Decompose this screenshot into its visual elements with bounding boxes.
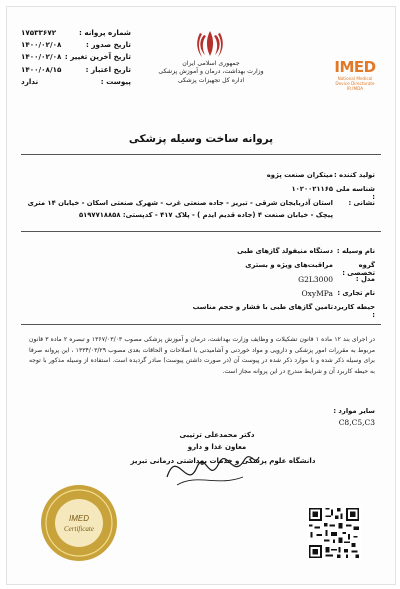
field-row [27,261,375,275]
divider [21,154,381,155]
signatory [157,429,277,453]
seal-word: Certificate [64,525,94,533]
field-row [27,199,375,211]
field-label: نام وسیله : [336,247,375,255]
field-value: میتکران صنعت پژوه [266,171,333,179]
meta-row [21,64,131,76]
signatory-name: دکتر محمدعلی ترتیبی [179,431,255,439]
field-value: G2L3000 [298,275,333,284]
meta-row [21,51,131,63]
field-row [27,247,375,261]
gov-line: اداره کل تجهیزات پزشکی [177,76,245,84]
certificate-seal-icon [39,483,119,563]
field-value: مراقبت‌های ویژه و بستری [245,261,333,269]
field-row [27,211,375,223]
signatory-role: معاون غذا و دارو [187,443,247,451]
legal-text: در اجرای بند ۱۲ ماده ۱ قانون تشکیلات و وظایف وزارت بهداشت، درمان و آموزش پزشکی مصوب ۱۳۶۷/۰۳/۰۳ و تبصره ۲ ماده ۳ قانون مربوط به مقررات امور پزشکی و دارویی و مواد خوردنی و آشامیدنی با اصلاحات و الحاقات بعدی مصوب ۱۳۳۴/۰۳/۲۹ ، این پروانه صرفا برای وسیله ذکر شده و با موارد ذکر شده در پیوست آن (در صورت داشتن پیوست) صادر گردیده است. استفاده از وسیله مذکور با توجه به حیطه کاربرد آن و شرایط مندرج در این پروانه مجاز است. [29,336,375,375]
issuing-university: دانشگاه علوم پزشکی و خدمات بهداشتی درمانی تبریز [130,457,316,465]
meta-value: ندارد [21,76,39,86]
gov-line: جمهوری اسلامی ایران [182,60,240,67]
meta-row [21,27,131,39]
meta-label: تاریخ اعتبار : [85,64,131,74]
divider [21,324,381,325]
field-value: تامین گازهای طبی با فشار و حجم مناسب [192,303,333,311]
field-value: OxyMPa [301,289,333,298]
imed-sub: National Medical [337,76,373,81]
meta-label: تاریخ آخرین تغییر : [64,52,131,62]
field-value: ۱۰۲۰۰۲۱۱۶۵ [291,185,333,193]
field-row [27,171,375,185]
qr-code-icon[interactable] [307,506,361,560]
field-label: حیطه کاربرد : [333,303,375,319]
field-row [27,275,375,289]
field-label: تولید کننده : [334,171,375,179]
meta-value: ۱۴۰۰/۰۲/۰۸ [21,52,62,62]
imed-mark: IMED [334,58,376,76]
field-value: پیچک - خیابان صنعت ۴ (جاده قدیم ایدم ) - پلاک ۴۱۷ - کدپستی: ۵۱۹۷۷۱۸۸۵۸ [78,211,333,219]
field-row [27,289,375,303]
meta-row [21,76,131,88]
iran-emblem-icon [196,29,224,59]
field-row [27,407,375,415]
svg-text:IMED: IMED [69,514,89,523]
field-label: نشانی : [348,199,375,207]
meta-value: ۱۷۵۳۳۶۷۲ [21,28,57,37]
meta-label: تاریخ صدور : [86,40,131,50]
meta-label: شماره پروانه : [78,28,131,37]
field-value: استان آذربایجان شرقی - تبریز - جاده صنعتی غرب - شهرک صنعتی اسکان - خیابان ۱۴ متری [27,199,333,207]
producer-section [27,171,375,223]
field-row [27,303,375,317]
document-title: پروانه ساخت وسیله پزشکی [128,133,274,145]
field-label: نام تجاری : [337,289,375,297]
other-codes: C8,C5,C3 [338,418,375,427]
field-row [27,418,375,427]
meta-value: ۱۴۰۰/۰۲/۰۸ [21,40,62,50]
license-document [6,6,396,585]
field-label: گروه تخصصی : [342,261,375,277]
government-header [155,60,267,85]
field-label [333,211,375,223]
field-label: سایر موارد : [333,407,375,415]
field-label: شناسه ملی : [335,185,375,201]
imed-sub: Device Directorate [335,81,375,86]
device-section [27,247,375,317]
field-row [27,185,375,199]
gov-line: وزارت بهداشت، درمان و آموزش پزشکی [158,68,264,76]
meta-row [21,39,131,51]
divider [21,231,381,232]
imed-sub: IR.IMDA [346,86,364,91]
field-label: مدل : [355,275,375,283]
other-section [27,407,375,427]
meta-label: پیوست : [100,76,131,86]
imed-logo [325,58,385,91]
license-meta [21,27,131,88]
meta-value: ۱۴۰۰/۰۸/۱۵ [21,64,62,74]
field-value: دستگاه منیفولد گازهای طبی [237,247,333,255]
